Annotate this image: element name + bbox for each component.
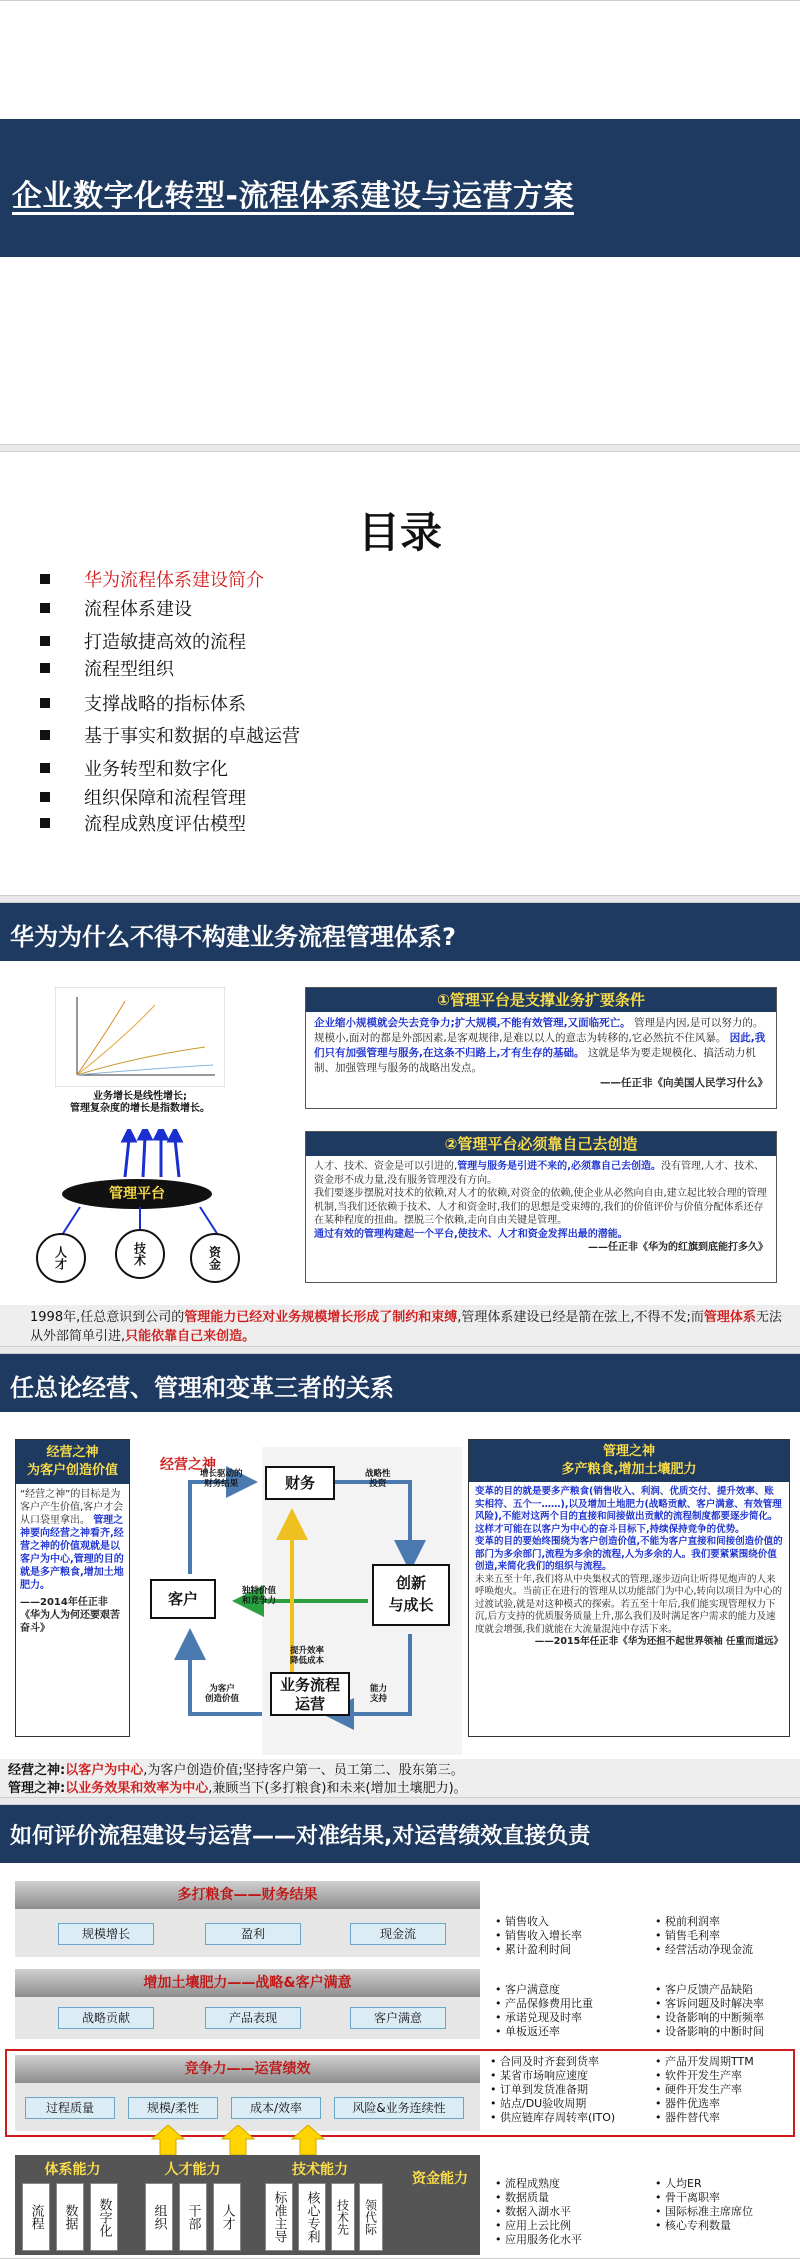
list-item: • 订单到发货准备期 bbox=[490, 2083, 615, 2097]
list-item: • 客户反馈产品缺陷 bbox=[655, 1983, 764, 1997]
list-item: 管理与服务是引进不来的,必须靠自己去创造。 bbox=[457, 1161, 661, 1172]
list-item: • 核心专利数量 bbox=[655, 2219, 753, 2233]
capability-arrows-icon bbox=[140, 2125, 340, 2155]
note-capability-support: 能力 支持 bbox=[370, 1684, 388, 1704]
list-item: 流程型组织 bbox=[84, 659, 174, 680]
slide-toc bbox=[0, 451, 800, 896]
list-item: • 某省市场响应速度 bbox=[490, 2069, 615, 2083]
pill-customer-sat: 客户满意 bbox=[350, 2007, 446, 2029]
node-innovation-growth: 创新 与成长 bbox=[372, 1564, 450, 1626]
cap-system-title: 体系能力 bbox=[44, 2162, 101, 2178]
cap-item: 领代际 bbox=[359, 2183, 383, 2251]
list-item: • 设备影响的中断频率 bbox=[655, 2011, 764, 2025]
toc-item[interactable] bbox=[40, 784, 246, 810]
list-item: • 人均ER bbox=[655, 2177, 753, 2191]
list-item: 未来五至十年,我们将从中央集权式的管理,逐步迈向让听得见炮声的人来呼唤炮火。当前正在进行的管理从以功能部门为中心,转向以项目为中心的过渡试验,就是对这种模式的探索。若五至十年后,我们能实现管理权力下沉,后方支持的优质服务质量上升,那么我们及时满足客户需求的能力及速度就会增强,我们就能在大流量混沌中存活下来。 bbox=[475, 1573, 783, 1635]
list-item: 变革的目的要始终围绕为客户创造价值,不能为客户直接和间接创造价值的部门为多余部门,流程为多余的流程,人为多余的人。我们要紧紧围绕价值创造,来简化我们的组织与流程。 bbox=[475, 1536, 783, 1572]
cap-item: 人才 bbox=[213, 2183, 241, 2251]
list-item: • 器件优选率 bbox=[655, 2097, 754, 2111]
pill-scale-growth: 规模增长 bbox=[58, 1923, 154, 1945]
list-item: 因此,我们只有加强管理与服务,在这条不归路上,才有生存的基础。 bbox=[314, 1032, 766, 1059]
pill-process-quality: 过程质量 bbox=[25, 2097, 115, 2119]
list-item: 1998年,任总意识到公司的 bbox=[30, 1310, 185, 1325]
cap-item: 技术先 bbox=[331, 2183, 355, 2251]
slide-footer bbox=[0, 1759, 800, 1798]
list-item: 组织保障和流程管理 bbox=[84, 788, 246, 809]
list-item: ,为客户创造价值;坚持客户第一、员工第二、股东第三。 bbox=[143, 1763, 464, 1778]
kpi-list-strategy-left bbox=[495, 1983, 593, 2039]
slide-business-management bbox=[0, 1353, 800, 1798]
list-item: ——2014年任正非《华为人为何还要艰苦奋斗》 bbox=[20, 1597, 120, 1634]
list-item: 通过有效的管理构建起一个平台,使技术、人才和资金发挥出最的潜能。 bbox=[314, 1228, 628, 1240]
pill-cost-efficiency: 成本/效率 bbox=[231, 2097, 321, 2119]
list-item: 管理之神: bbox=[8, 1781, 66, 1796]
list-item: 企业缩小规模就会失去竞争力;扩大规模,不能有效管理,又面临死亡。 bbox=[314, 1017, 631, 1029]
list-item: • 税前利润率 bbox=[655, 1915, 753, 1929]
list-item: • 销售收入 bbox=[495, 1915, 582, 1929]
bullet-square-icon bbox=[40, 663, 50, 673]
toc-item[interactable] bbox=[40, 655, 174, 681]
list-item: • 供应链库存周转率(ITO) bbox=[490, 2111, 615, 2125]
list-item: 经营之神 为客户创造价值 bbox=[16, 1440, 129, 1484]
list-item: • 应用上云比例 bbox=[495, 2219, 582, 2233]
bullet-square-icon bbox=[40, 574, 50, 584]
list-item: • 经营活动净现金流 bbox=[655, 1943, 753, 1957]
slide-why-process bbox=[0, 902, 800, 1347]
box-title: ①管理平台是支撑业务扩要条件 bbox=[306, 988, 776, 1012]
list-item: • 销售收入增长率 bbox=[495, 1929, 582, 1943]
bullet-square-icon bbox=[40, 730, 50, 740]
list-item: 变革的目的就是要多产粮食(销售收入、利润、优质交付、提升效率、账实相符、五个一……),以及增加土地肥力(战略贡献、客户满意、有效管理风险),不能对这两个目的直接和间接做出贡献的流程制度都要逐步简化。这样才可能在以客户为中心的奋斗目标下,持续保持竞争的优势。 bbox=[475, 1486, 782, 1535]
list-item: 没有管理,人才、技术、资金形不成力量,没有服务管理没有方向。 bbox=[314, 1161, 765, 1186]
pill-product: 产品表现 bbox=[205, 2007, 301, 2029]
slide-cover bbox=[0, 0, 800, 445]
right-concept-box bbox=[468, 1439, 790, 1737]
list-item: 这就是华为要走规模化、搞活动力机制、加强管理与服务的战略出发点。 bbox=[314, 1047, 756, 1074]
box-title: ②管理平台必须靠自己去创造 bbox=[306, 1132, 776, 1156]
toc-item[interactable] bbox=[40, 755, 228, 781]
list-item: • 数据入湖水平 bbox=[495, 2205, 582, 2219]
list-item: • 产品开发周期TTM bbox=[655, 2055, 754, 2069]
node-customer: 客户 bbox=[150, 1579, 216, 1619]
toc-item[interactable] bbox=[40, 595, 192, 621]
cap-item: 干部 bbox=[179, 2183, 207, 2251]
list-item: 管理之神 多产粮食,增加土壤肥力 bbox=[469, 1440, 789, 1482]
note-customer-value: 为客户 创造价值 bbox=[205, 1684, 240, 1704]
list-item: 基于事实和数据的卓越运营 bbox=[84, 726, 300, 747]
node-business-process-ops: 业务流程 运营 bbox=[270, 1672, 350, 1716]
note-strategic-investment: 战略性 投资 bbox=[365, 1469, 391, 1489]
list-item: • 硬件开发生产率 bbox=[655, 2083, 754, 2097]
list-item: • 流程成熟度 bbox=[495, 2177, 582, 2191]
bullet-square-icon bbox=[40, 792, 50, 802]
list-item: ——2015年任正非《华为还担不起世界领袖 任重而道远》 bbox=[534, 1636, 783, 1647]
list-item: 打造敏捷高效的流程 bbox=[84, 632, 246, 653]
list-item: • 器件替代率 bbox=[655, 2111, 754, 2125]
kpi-list-capability-right bbox=[655, 2177, 753, 2233]
list-item: 支撑战略的指标体系 bbox=[84, 694, 246, 715]
tier-competitiveness: 竞争力——运营绩效 bbox=[15, 2055, 480, 2083]
platform-ellipse: 管理平台 bbox=[62, 1179, 212, 1209]
kpi-list-capability-left bbox=[495, 2177, 582, 2247]
chart-caption: 业务增长是线性增长; 管理复杂度的增长是指数增长。 bbox=[70, 1091, 210, 1114]
tier-financial: 多打粮食——财务结果 bbox=[15, 1881, 480, 1909]
list-item: 经营之神: bbox=[8, 1763, 66, 1778]
list-item: • 软件开发生产率 bbox=[655, 2069, 754, 2083]
left-concept-box bbox=[15, 1439, 130, 1737]
slide-footer bbox=[0, 1305, 800, 1347]
growth-curve-chart bbox=[55, 987, 225, 1087]
list-item: 流程体系建设 bbox=[84, 599, 192, 620]
list-item: • 骨干离职率 bbox=[655, 2191, 753, 2205]
list-item: 管理是内因,是可以努力的。规模小,面对的都是外部因素,是客观规律,是难以以人的意志为转移的,它必然抗不住风暴。 bbox=[314, 1017, 764, 1044]
pill-strategy: 战略贡献 bbox=[58, 2007, 154, 2029]
cap-capital-title: 资金能力 bbox=[412, 2171, 468, 2187]
list-item: 华为流程体系建设简介 bbox=[84, 570, 264, 591]
bullet-square-icon bbox=[40, 603, 50, 613]
slide-header: 任总论经营、管理和变革三者的关系 bbox=[0, 1354, 800, 1412]
pill-scale-flex: 规模/柔性 bbox=[128, 2097, 218, 2119]
list-item: • 销售毛利率 bbox=[655, 1929, 753, 1943]
pill-cashflow: 现金流 bbox=[350, 1923, 446, 1945]
list-item: “经营之神”的目标是为客户产生价值,客户才会从口袋里拿出。 bbox=[20, 1489, 124, 1526]
list-item: 管理能力已经对业务规模增长形成了制约和束缚 bbox=[184, 1310, 458, 1325]
slide-header: 如何评价流程建设与运营——对准结果,对运营绩效直接负责 bbox=[0, 1805, 800, 1863]
kpi-list-strategy-right bbox=[655, 1983, 764, 2039]
toc-heading: 目录 bbox=[357, 508, 442, 557]
kpi-list-ops-left bbox=[490, 2055, 615, 2125]
arrows-up-icon bbox=[115, 1129, 195, 1179]
list-item: 我们要逐步摆脱对技术的依赖,对人才的依赖,对资金的依赖,使企业从必然向自由,建立起比较合理的管理机制,当我们还依赖于技术、人才和资金时,我们的思想是受束缚的,我们的价值评价与价值分配体系还存在某种程度的扭曲。摆脱三个依赖,走向自由关键是管理。 bbox=[314, 1188, 767, 1226]
pill-risk-continuity: 风险&业务连续性 bbox=[334, 2097, 464, 2119]
list-item: • 合同及时齐套到货率 bbox=[490, 2055, 615, 2069]
cap-item: 标准主导 bbox=[265, 2183, 293, 2251]
list-item: 以客户为中心 bbox=[65, 1763, 144, 1778]
slide-header: 华为为什么不得不构建业务流程管理体系? bbox=[0, 903, 800, 961]
reason-box-2 bbox=[305, 1131, 777, 1283]
circle-technology: 技术 bbox=[115, 1229, 165, 1279]
list-item: • 国际标准主席席位 bbox=[655, 2205, 753, 2219]
cap-item: 数据 bbox=[56, 2183, 84, 2251]
list-item: • 承诺兑现及时率 bbox=[495, 2011, 593, 2025]
note-unique-value: 独特价值 和竞争力 bbox=[242, 1586, 277, 1606]
toc-item[interactable] bbox=[40, 690, 246, 716]
cap-item: 组织 bbox=[145, 2183, 173, 2251]
list-item: • 站点/DU验收周期 bbox=[490, 2097, 615, 2111]
list-item: 管理体系 bbox=[703, 1310, 756, 1325]
bullet-square-icon bbox=[40, 763, 50, 773]
quote: ——任正非《华为的红旗到底能打多久》 bbox=[588, 1242, 768, 1253]
toc-item[interactable] bbox=[40, 722, 300, 748]
list-item: 流程成熟度评估模型 bbox=[84, 814, 246, 835]
kpi-list-ops-right bbox=[655, 2055, 754, 2125]
pill-profit: 盈利 bbox=[205, 1923, 301, 1945]
tier-strategy-customer: 增加土壤肥力——战略&客户满意 bbox=[15, 1969, 480, 1997]
slide-evaluation bbox=[0, 1804, 800, 2259]
cover-title: 企业数字化转型-流程体系建设与运营方案 bbox=[12, 179, 574, 214]
list-item: • 数据质量 bbox=[495, 2191, 582, 2205]
list-item: • 应用服务化水平 bbox=[495, 2233, 582, 2247]
reason-box-1 bbox=[305, 987, 777, 1109]
note-efficiency: 提升效率 降低成本 bbox=[290, 1646, 325, 1666]
toc-item[interactable] bbox=[40, 810, 246, 836]
cap-item: 流程 bbox=[22, 2183, 50, 2251]
note-growth-finance: 增长驱动的 财务结果 bbox=[200, 1469, 243, 1489]
quote: ——任正非《向美国人民学习什么》 bbox=[600, 1077, 768, 1089]
cap-item: 数字化 bbox=[90, 2183, 118, 2251]
list-item: • 设备影响的中断时间 bbox=[655, 2025, 764, 2039]
list-item: 以业务效果和效率为中心 bbox=[65, 1781, 209, 1796]
list-item: 只能依靠自己来创造。 bbox=[125, 1329, 256, 1344]
circle-talent: 人才 bbox=[36, 1233, 86, 1283]
cap-item: 核心专利 bbox=[298, 2183, 326, 2251]
toc-item[interactable] bbox=[40, 628, 246, 654]
list-item: ,管理体系建设已经是箭在弦上,不得不发;而 bbox=[457, 1310, 704, 1325]
list-item: 业务转型和数字化 bbox=[84, 759, 228, 780]
list-item: • 累计盈利时间 bbox=[495, 1943, 582, 1957]
cap-tech-title: 技术能力 bbox=[292, 2162, 348, 2178]
kpi-list-finance-right bbox=[655, 1915, 753, 1957]
list-item: 管理之神要向经营之神看齐,经营之神的价值观就是以客户为中心,管理的目的就是多产粮食,增加土地肥力。 bbox=[20, 1515, 124, 1591]
toc-item[interactable] bbox=[40, 566, 264, 592]
list-item: • 产品保修费用比重 bbox=[495, 1997, 593, 2011]
list-item: 人才、技术、资金是可以引进的, bbox=[314, 1161, 458, 1172]
kpi-list-finance-left bbox=[495, 1915, 582, 1957]
cap-talent-title: 人才能力 bbox=[164, 2162, 221, 2178]
list-item: 无法从外部简单引进, bbox=[30, 1310, 782, 1344]
circle-capital: 资金 bbox=[190, 1233, 240, 1283]
list-item: • 客户满意度 bbox=[495, 1983, 593, 1997]
list-item: • 单板返还率 bbox=[495, 2025, 593, 2039]
list-item: • 客诉问题及时解决率 bbox=[655, 1997, 764, 2011]
label-business-god: 经营之神 bbox=[160, 1457, 216, 1473]
list-item: ,兼顾当下(多打粮食)和未来(增加土壤肥力)。 bbox=[208, 1781, 467, 1796]
bullet-square-icon bbox=[40, 636, 50, 646]
node-finance: 财务 bbox=[265, 1466, 335, 1500]
bullet-square-icon bbox=[40, 698, 50, 708]
bullet-square-icon bbox=[40, 818, 50, 828]
